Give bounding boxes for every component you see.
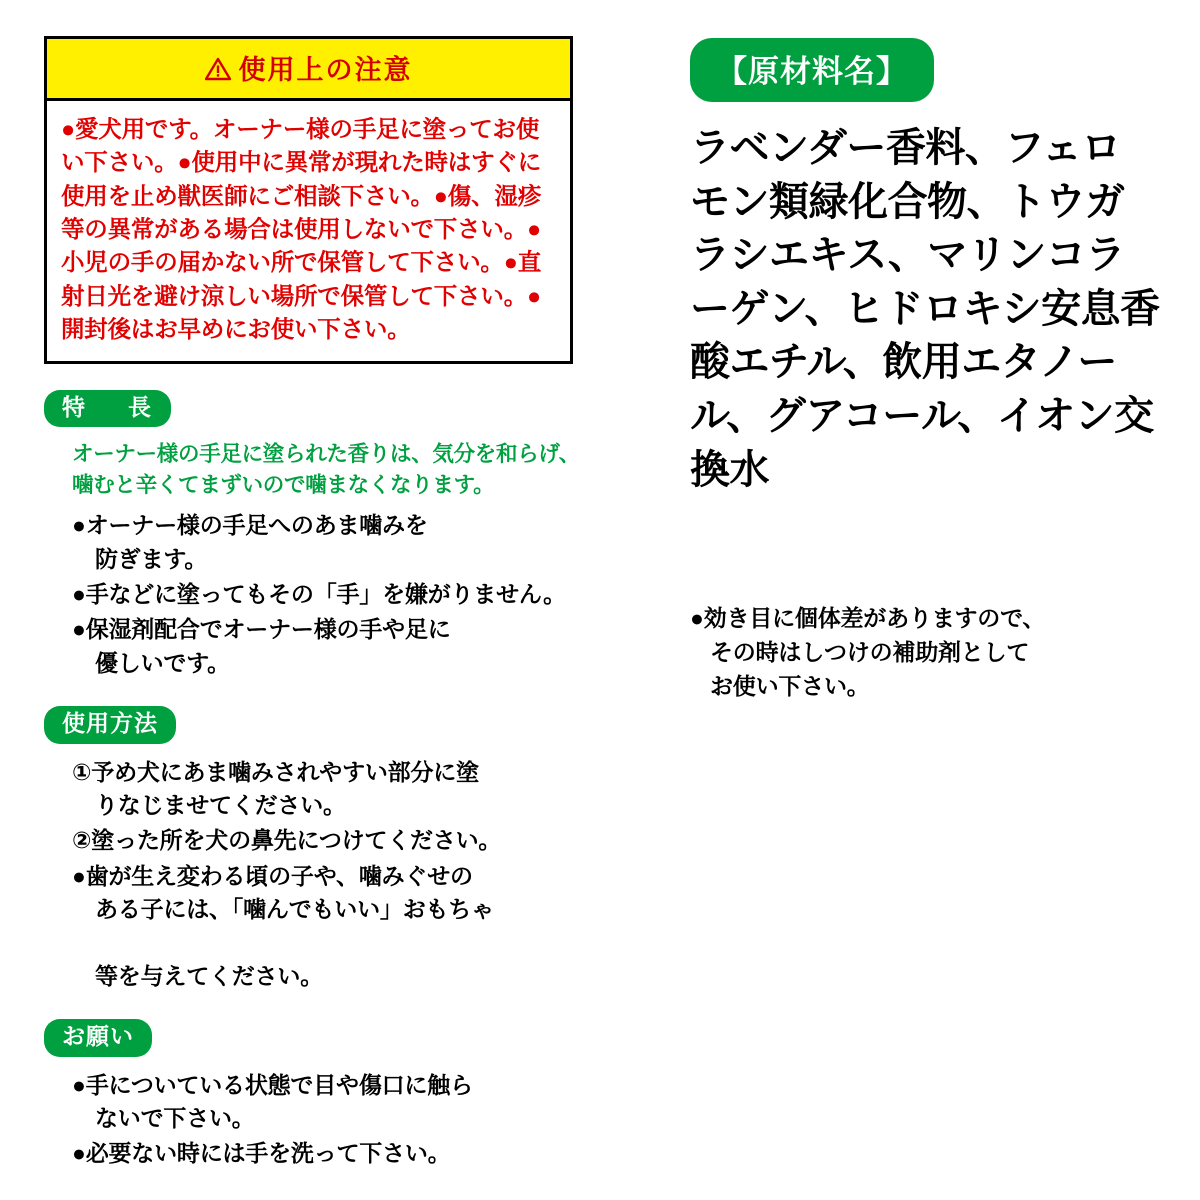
list-item (72, 1069, 584, 1136)
list-item (72, 613, 584, 680)
list-item (72, 1137, 584, 1170)
list-item-line1: ●保湿剤配合でオーナー様の手や足に (72, 616, 451, 643)
warning-triangle-icon (205, 57, 231, 88)
list-item-line2: 防ぎます。 (95, 545, 208, 572)
effect-note-line1: ●効き目に個体差がありますので、 (690, 605, 1046, 632)
request-list (72, 1069, 584, 1171)
list-item (72, 756, 584, 823)
list-item (72, 509, 584, 576)
request-section (44, 1019, 584, 1171)
caution-heading (47, 39, 570, 101)
left-column (44, 36, 584, 1173)
right-column (690, 38, 1160, 703)
request-pill-label: お願い (44, 1019, 152, 1057)
features-section (44, 390, 584, 681)
usage-list (72, 756, 584, 993)
list-item-line1: ②塗った所を犬の鼻先につけてください。 (72, 827, 502, 854)
caution-box (44, 36, 573, 364)
list-item-line3: 等を与えてください。 (95, 962, 324, 989)
list-item-line1: ●オーナー様の手足へのあま噛みを (72, 512, 428, 539)
caution-heading-text: 使用上の注意 (238, 55, 413, 85)
list-item-line2: ある子には、「噛んでもいい」おもちゃ (95, 896, 494, 923)
usage-section (44, 706, 584, 993)
list-item (72, 860, 584, 993)
list-item-line2: ないで下さい。 (95, 1105, 255, 1132)
list-item (72, 578, 584, 611)
features-body (44, 439, 584, 680)
list-item-line1: ●手などに塗ってもその「手」を嫌がりません。 (72, 581, 566, 608)
list-item-line1: ①予め犬にあま噛みされやすい部分に塗 (72, 758, 479, 785)
list-item-line1: ●手についている状態で目や傷口に触ら (72, 1071, 473, 1098)
effect-note (690, 601, 1160, 703)
list-item-line1: ●歯が生え変わる頃の子や、噛みぐせの (72, 862, 473, 889)
caution-body-text: ●愛犬用です。オーナー様の手足に塗ってお使い下さい。●使用中に異常が現れた時はすぐに使用を止め獣医師にご相談下さい。●傷、湿疹等の異常がある場合は使用しないで下さい。●小児の手の届かない所で保管して下さい。●直射日光を避け涼しい場所で保管して下さい。●開封後はお早めにお使い下さい。 (61, 116, 541, 343)
ingredients-body-text: ラベンダー香料、フェロモン類緑化合物、トウガラシエキス、マリンコラーゲン、ヒドロキシ安息香酸エチル、飲用エタノール、グアコール、イオン交換水 (690, 126, 1160, 492)
usage-pill-label: 使用方法 (44, 706, 176, 744)
features-list (72, 509, 584, 680)
list-item (72, 824, 584, 857)
list-item-line2: 優しいです。 (95, 649, 230, 676)
request-body (44, 1069, 584, 1171)
usage-body (44, 756, 584, 993)
ingredients-pill-label: 【原材料名】 (690, 38, 934, 102)
list-item-line1: ●必要ない時には手を洗って下さい。 (72, 1140, 451, 1167)
effect-note-line3: お使い下さい。 (710, 673, 870, 700)
features-pill-label: 特 長 (44, 390, 171, 428)
features-lead-text: オーナー様の手足に塗られた香りは、気分を和らげ、噛むと辛くてまずいので噛まなくなります。 (72, 442, 580, 498)
effect-note-line2: その時はしつけの補助剤として (710, 639, 1030, 666)
list-item-line2: りなじませてください。 (95, 792, 346, 819)
